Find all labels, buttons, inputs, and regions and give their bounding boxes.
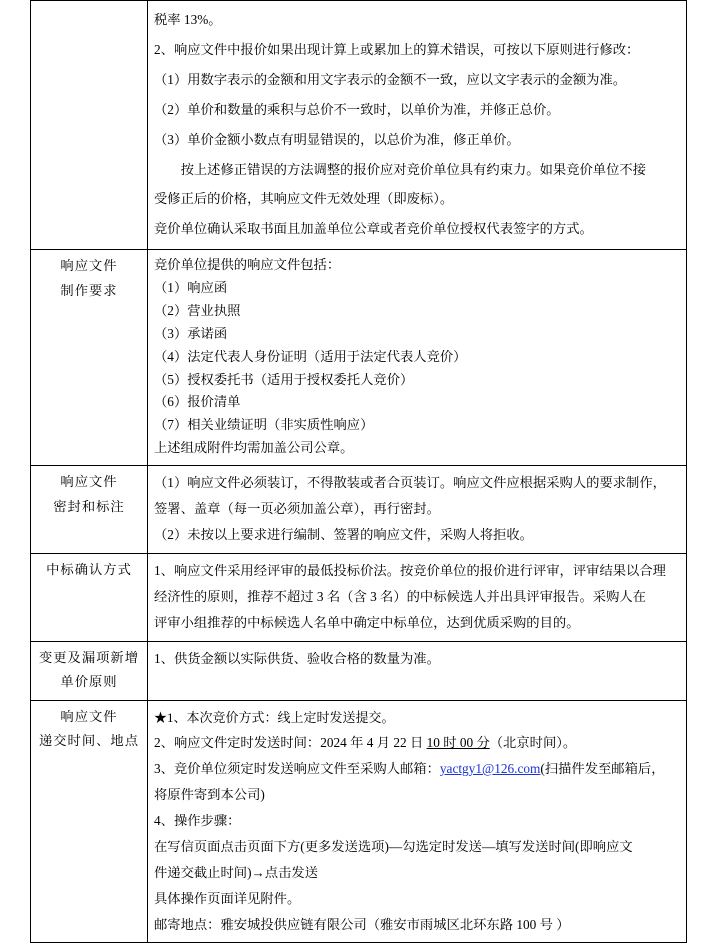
paragraph-text: 3、竞价单位须定时发送响应文件至采购人邮箱：yactgy1@126.com(扫描件发至邮箱后，	[154, 760, 665, 776]
paragraph: 将原件寄到本公司)	[154, 786, 265, 802]
paragraph: （4）法定代表人身份证明（适用于法定代表人竞价）	[154, 348, 467, 364]
row-label-line: 递交时间、地点	[38, 733, 140, 749]
paragraph: 税率 13%。	[154, 12, 222, 27]
row-label-cell	[31, 1, 148, 250]
row-body-cell	[148, 641, 687, 700]
paragraph: （7）相关业绩证明（非实质性响应）	[154, 417, 374, 433]
paragraph: 上述组成附件均需加盖公司公章。	[154, 440, 354, 456]
table-row	[31, 250, 687, 466]
email-link[interactable]: yactgy1@126.com	[439, 760, 541, 776]
row-label-line: 响应文件	[60, 473, 118, 489]
paragraph: 邮寄地点：雅安城投供应链有限公司（雅安市雨城区北环东路 100 号 ）	[154, 916, 570, 932]
paragraph-with-email	[154, 756, 680, 782]
row-body-cell	[148, 465, 687, 553]
paragraph: 2、响应文件定时发送时间：2024 年 4 月 22 日 10 时 00 分（北京时间）。	[154, 735, 577, 751]
paragraph: （2）单价和数量的乘积与总价不一致时，以单价为准，并修正总价。	[154, 101, 560, 117]
table-row	[31, 1, 687, 250]
paragraph: （1）响应函	[154, 280, 228, 296]
paragraph: 具体操作页面详见附件。	[154, 890, 301, 906]
paragraph: （1）响应文件必须装订，不得散装或者合页装订。响应文件应根据采购人的要求制作，	[154, 474, 666, 490]
row-label-line: 响应文件	[60, 708, 118, 724]
row-body-cell	[148, 553, 687, 641]
table-row	[31, 700, 687, 943]
paragraph: 受修正后的价格，其响应文件无效处理（即废标）。	[154, 191, 454, 207]
paragraph: （1）用数字表示的金额和用文字表示的金额不一致，应以文字表示的金额为准。	[154, 71, 627, 87]
row-label-change-omission-price	[31, 641, 148, 700]
table-row	[31, 553, 687, 641]
row-label-line: 单价原则	[60, 674, 118, 690]
paragraph: （6）报价清单	[154, 394, 241, 410]
paragraph: （3）单价金额小数点有明显错误的，以总价为准，修正单价。	[154, 131, 520, 147]
row-label-line: 密封和标注	[53, 498, 125, 514]
paragraph: 4、操作步骤：	[154, 812, 241, 828]
row-body-cell	[148, 700, 687, 943]
requirements-table	[30, 0, 687, 943]
deadline-time: 10 时 00 分	[426, 735, 490, 751]
paragraph: 按上述修正错误的方法调整的报价应对竞价单位具有约束力。如果竞价单位不接	[154, 161, 646, 177]
paragraph: 在写信页面点击页面下方(更多发送选项)—勾选定时发送—填写发送时间(即响应文	[154, 838, 633, 854]
row-body-cell	[148, 1, 687, 250]
row-label-line: 变更及漏项新增	[38, 649, 140, 665]
row-label-line: 制作要求	[60, 282, 118, 298]
row-label-line: 响应文件	[60, 258, 118, 274]
row-label-sealing-marking	[31, 465, 148, 553]
paragraph: 件递交截止时间)→点击发送	[154, 864, 318, 880]
paragraph: 经济性的原则，推荐不超过 3 名（含 3 名）的中标候选人并出具评审报告。采购人在	[154, 588, 646, 604]
row-label-submission-time-place	[31, 700, 148, 943]
row-body-cell	[148, 250, 687, 466]
row-label-response-file-preparation	[31, 250, 148, 466]
paragraph: （2）营业执照	[154, 302, 241, 318]
paragraph: 2、响应文件中报价如果出现计算上或累加上的算术错误，可按以下原则进行修改：	[154, 41, 640, 57]
paragraph: ★1、本次竞价方式：线上定时发送提交。	[154, 709, 395, 725]
paragraph: 竞价单位确认采取书面且加盖单位公章或者竞价单位授权代表签字的方式。	[154, 221, 593, 237]
paragraph: 签署、盖章（每一页必须加盖公章），再行密封。	[154, 500, 440, 516]
paragraph: 评审小组推荐的中标候选人名单中确定中标单位，达到优质采购的目的。	[154, 614, 580, 630]
paragraph: （5）授权委托书（适用于授权委托人竞价）	[154, 371, 414, 387]
row-label-award-confirmation	[31, 553, 148, 641]
paragraph: 1、响应文件采用经评审的最低投标价法。按竞价单位的报价进行评审，评审结果以合理	[154, 562, 666, 578]
row-label-line: 中标确认方式	[46, 561, 132, 577]
paragraph: （3）承诺函	[154, 325, 228, 341]
table-row	[31, 465, 687, 553]
paragraph: （2）未按以上要求进行编制、签署的响应文件，采购人将拒收。	[154, 526, 533, 542]
paragraph: 1、供货金额以实际供货、验收合格的数量为准。	[154, 650, 440, 666]
paragraph: 竞价单位提供的响应文件包括：	[154, 257, 341, 273]
table-row	[31, 641, 687, 700]
